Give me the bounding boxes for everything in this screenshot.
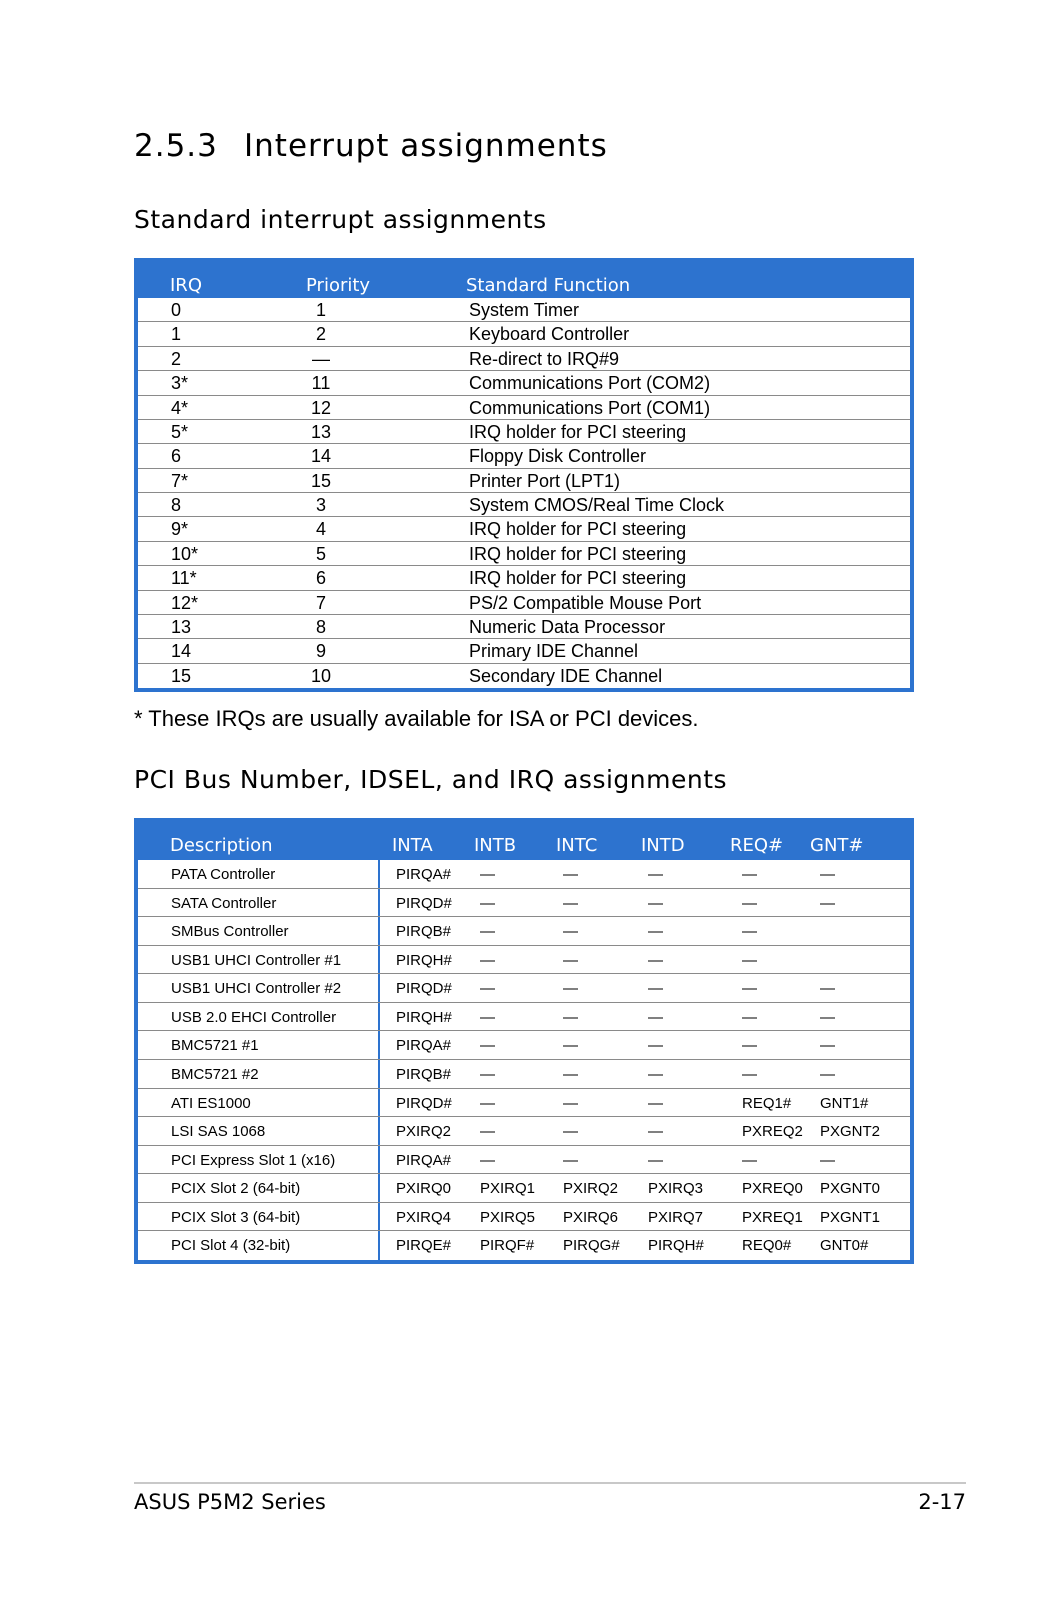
intc-cell: — [563,1123,578,1141]
table-row [138,1117,910,1146]
intd-cell: — [648,951,663,969]
req-cell: — [742,951,757,969]
description-cell: USB1 UHCI Controller #1 [171,951,342,969]
priority-cell: 7 [315,592,326,613]
intd-cell: PXIRQ7 [648,1208,704,1226]
intd-cell: — [648,1008,663,1026]
function-cell: Keyboard Controller [469,324,630,345]
description-cell: USB1 UHCI Controller #2 [171,980,342,998]
gnt-cell: — [820,1151,835,1169]
inta-cell: PIRQD# [396,1094,452,1112]
intb-cell: PXIRQ5 [480,1208,536,1226]
priority-cell: 4 [315,519,326,540]
function-cell: IRQ holder for PCI steering [469,568,687,589]
intd-cell: PXIRQ3 [648,1180,704,1198]
table-row [138,566,910,590]
intd-cell: — [648,1066,663,1083]
table-row [138,860,910,889]
inta-cell: PIRQH# [396,1008,452,1026]
intc-cell: — [563,894,578,912]
description-cell: ATI ES1000 [171,1094,251,1112]
function-cell: Communications Port (COM2) [469,373,711,394]
intb-cell: — [480,1094,495,1112]
description-cell: PATA Controller [171,866,276,883]
intb-cell: — [480,951,495,969]
req-cell: — [742,1066,757,1083]
col-description: Description [170,835,273,856]
inta-cell: PIRQD# [396,980,452,998]
irq-cell: 2 [171,348,182,369]
irq-note: * These IRQs are usually available for ISA or PCI devices. [134,706,699,731]
req-cell: REQ1# [742,1094,792,1112]
gnt-cell: — [820,866,835,883]
irq-cell: 0 [171,300,182,320]
intb-cell: — [480,1037,495,1055]
req-cell: — [742,1008,757,1026]
intc-cell: — [563,923,578,941]
priority-cell: 1 [315,300,326,320]
req-cell: — [742,1037,757,1055]
irq-cell: 8 [171,495,182,515]
table-row [138,974,910,1003]
intc-cell: — [563,1037,578,1055]
irq-cell: 6 [171,446,182,467]
irq-cell: 15 [171,665,192,686]
standard-heading: Standard interrupt assignments [134,205,547,234]
intb-cell: — [480,980,495,998]
inta-cell: PIRQB# [396,923,452,941]
irq-cell: 4* [171,397,189,418]
gnt-cell: PXGNT1 [820,1208,881,1226]
gnt-cell: — [820,894,835,912]
table-row [138,322,910,346]
function-cell: Re-direct to IRQ#9 [469,348,620,369]
section-number: 2.5.3 [134,128,218,164]
table-row [138,917,910,946]
col-req: REQ# [730,835,784,856]
col-gnt: GNT# [810,835,864,856]
col-intd: INTD [641,835,685,856]
priority-cell: 6 [315,568,326,589]
intc-cell: — [563,1066,578,1083]
table-row [138,1231,910,1260]
intb-cell: — [480,923,495,941]
priority-cell: 2 [315,324,326,345]
footer-product: ASUS P5M2 Series [134,1490,326,1514]
intd-cell: PIRQH# [648,1237,704,1255]
function-cell: System CMOS/Real Time Clock [469,495,725,515]
req-cell: — [742,894,757,912]
description-cell: BMC5721 #2 [171,1066,259,1083]
priority-cell: 12 [310,397,332,418]
irq-cell: 3* [171,373,189,394]
intd-cell: — [648,980,663,998]
table-row [138,615,910,639]
intc-cell: — [563,1151,578,1169]
pci-irq-table [134,818,914,1264]
table-row [138,420,910,444]
priority-cell: 15 [310,470,332,491]
irq-cell: 14 [171,641,192,662]
req-cell: — [742,980,757,998]
inta-cell: PIRQD# [396,894,452,912]
priority-cell: 10 [310,665,332,686]
intd-cell: — [648,1151,663,1169]
priority-cell: 14 [310,446,332,467]
inta-cell: PXIRQ0 [396,1180,452,1198]
function-cell: Numeric Data Processor [469,616,666,637]
function-cell: Floppy Disk Controller [469,446,647,467]
req-cell: REQ0# [742,1237,792,1255]
irq-cell: 10* [171,543,199,564]
table-row [138,1089,910,1118]
intb-cell: PIRQF# [480,1237,535,1255]
inta-cell: PXIRQ2 [396,1123,452,1141]
description-cell: PCI Slot 4 (32-bit) [171,1237,291,1255]
function-cell: Secondary IDE Channel [469,665,663,686]
table-row [138,1003,910,1032]
req-cell: — [742,1151,757,1169]
table-row [138,469,910,493]
intc-cell: — [563,866,578,883]
table-row [138,371,910,395]
description-cell: PCI Express Slot 1 (x16) [171,1151,336,1169]
gnt-cell: — [820,1066,835,1083]
irq-cell: 1 [171,324,182,345]
inta-cell: PXIRQ4 [396,1208,452,1226]
priority-cell: 8 [315,616,326,637]
function-cell: Communications Port (COM1) [469,397,711,418]
gnt-cell: — [820,1008,835,1026]
intd-cell: — [648,1037,663,1055]
intc-cell: PXIRQ6 [563,1208,619,1226]
description-cell: SMBus Controller [171,923,289,941]
standard-table-body [138,298,910,688]
inta-cell: PIRQA# [396,1037,452,1055]
function-cell: Printer Port (LPT1) [469,470,621,491]
intc-cell: — [563,1094,578,1112]
table-row [138,444,910,468]
table-row [138,946,910,975]
table-row [138,591,910,615]
table-row [138,542,910,566]
table-row [138,639,910,663]
col-intc: INTC [556,835,598,856]
col-intb: INTB [474,835,517,856]
description-cell: SATA Controller [171,894,277,912]
irq-cell: 11* [171,568,197,589]
irq-cell: 9* [171,519,189,540]
priority-cell: — [312,348,330,369]
req-cell: PXREQ2 [742,1123,803,1141]
priority-cell: 9 [315,641,326,662]
table-row [138,298,910,322]
description-cell: PCIX Slot 3 (64-bit) [171,1208,301,1226]
pci-table-header [134,818,914,860]
section-title-text: Interrupt assignments [244,128,608,164]
table-row [138,889,910,918]
table-row [138,664,910,688]
intd-cell: — [648,923,663,941]
priority-cell: 3 [315,495,326,515]
intc-cell: PIRQG# [563,1237,620,1255]
intc-cell: PXIRQ2 [563,1180,619,1198]
intd-cell: — [648,1123,663,1141]
intc-cell: — [563,951,578,969]
irq-cell: 7* [171,470,189,491]
req-cell: — [742,923,757,941]
pci-heading: PCI Bus Number, IDSEL, and IRQ assignments [134,765,728,794]
intb-cell: — [480,866,495,883]
intd-cell: — [648,866,663,883]
intb-cell: — [480,1066,495,1083]
irq-cell: 12* [171,592,199,613]
inta-cell: PIRQH# [396,951,452,969]
irq-cell: 13 [171,616,192,637]
inta-cell: PIRQB# [396,1066,452,1083]
section-title [134,128,608,164]
intb-cell: — [480,1151,495,1169]
table-row [138,347,910,371]
col-irq: IRQ [170,275,202,296]
table-row [138,1060,910,1089]
function-cell: Primary IDE Channel [469,641,639,662]
gnt-cell: GNT0# [820,1237,869,1255]
gnt-cell: — [820,1037,835,1055]
table-row [138,1203,910,1232]
footer-page-number: 2-17 [918,1490,966,1514]
description-cell: BMC5721 #1 [171,1037,259,1055]
function-cell: IRQ holder for PCI steering [469,421,687,442]
table-row [138,396,910,420]
irq-cell: 5* [171,421,189,442]
intc-cell: — [563,1008,578,1026]
table-row [138,1174,910,1203]
intb-cell: — [480,1123,495,1141]
priority-cell: 11 [311,373,331,394]
req-cell: PXREQ1 [742,1208,803,1226]
col-priority: Priority [306,275,371,296]
intd-cell: — [648,894,663,912]
intb-cell: — [480,1008,495,1026]
gnt-cell: PXGNT0 [820,1180,881,1198]
intc-cell: — [563,980,578,998]
inta-cell: PIRQE# [396,1237,452,1255]
col-inta: INTA [392,835,433,856]
intb-cell: PXIRQ1 [480,1180,536,1198]
inta-cell: PIRQA# [396,866,452,883]
table-row [138,493,910,517]
function-cell: IRQ holder for PCI steering [469,519,687,540]
standard-irq-table [134,258,914,692]
inta-cell: PIRQA# [396,1151,452,1169]
description-cell: USB 2.0 EHCI Controller [171,1008,337,1026]
gnt-cell: GNT1# [820,1094,869,1112]
pci-table-body [138,860,910,1260]
col-function: Standard Function [466,275,631,296]
standard-table-header [134,258,914,298]
function-cell: IRQ holder for PCI steering [469,543,687,564]
priority-cell: 5 [315,543,326,564]
footer-rule [134,1482,966,1484]
gnt-cell: PXGNT2 [820,1123,881,1141]
table-row [138,1146,910,1175]
description-cell: PCIX Slot 2 (64-bit) [171,1180,301,1198]
intd-cell: — [648,1094,663,1112]
function-cell: PS/2 Compatible Mouse Port [469,592,702,613]
intb-cell: — [480,894,495,912]
table-row [138,517,910,541]
req-cell: PXREQ0 [742,1180,803,1198]
req-cell: — [742,866,757,883]
gnt-cell: — [820,980,835,998]
description-cell: LSI SAS 1068 [171,1123,266,1141]
table-row [138,1031,910,1060]
priority-cell: 13 [310,421,332,442]
function-cell: System Timer [469,300,580,320]
